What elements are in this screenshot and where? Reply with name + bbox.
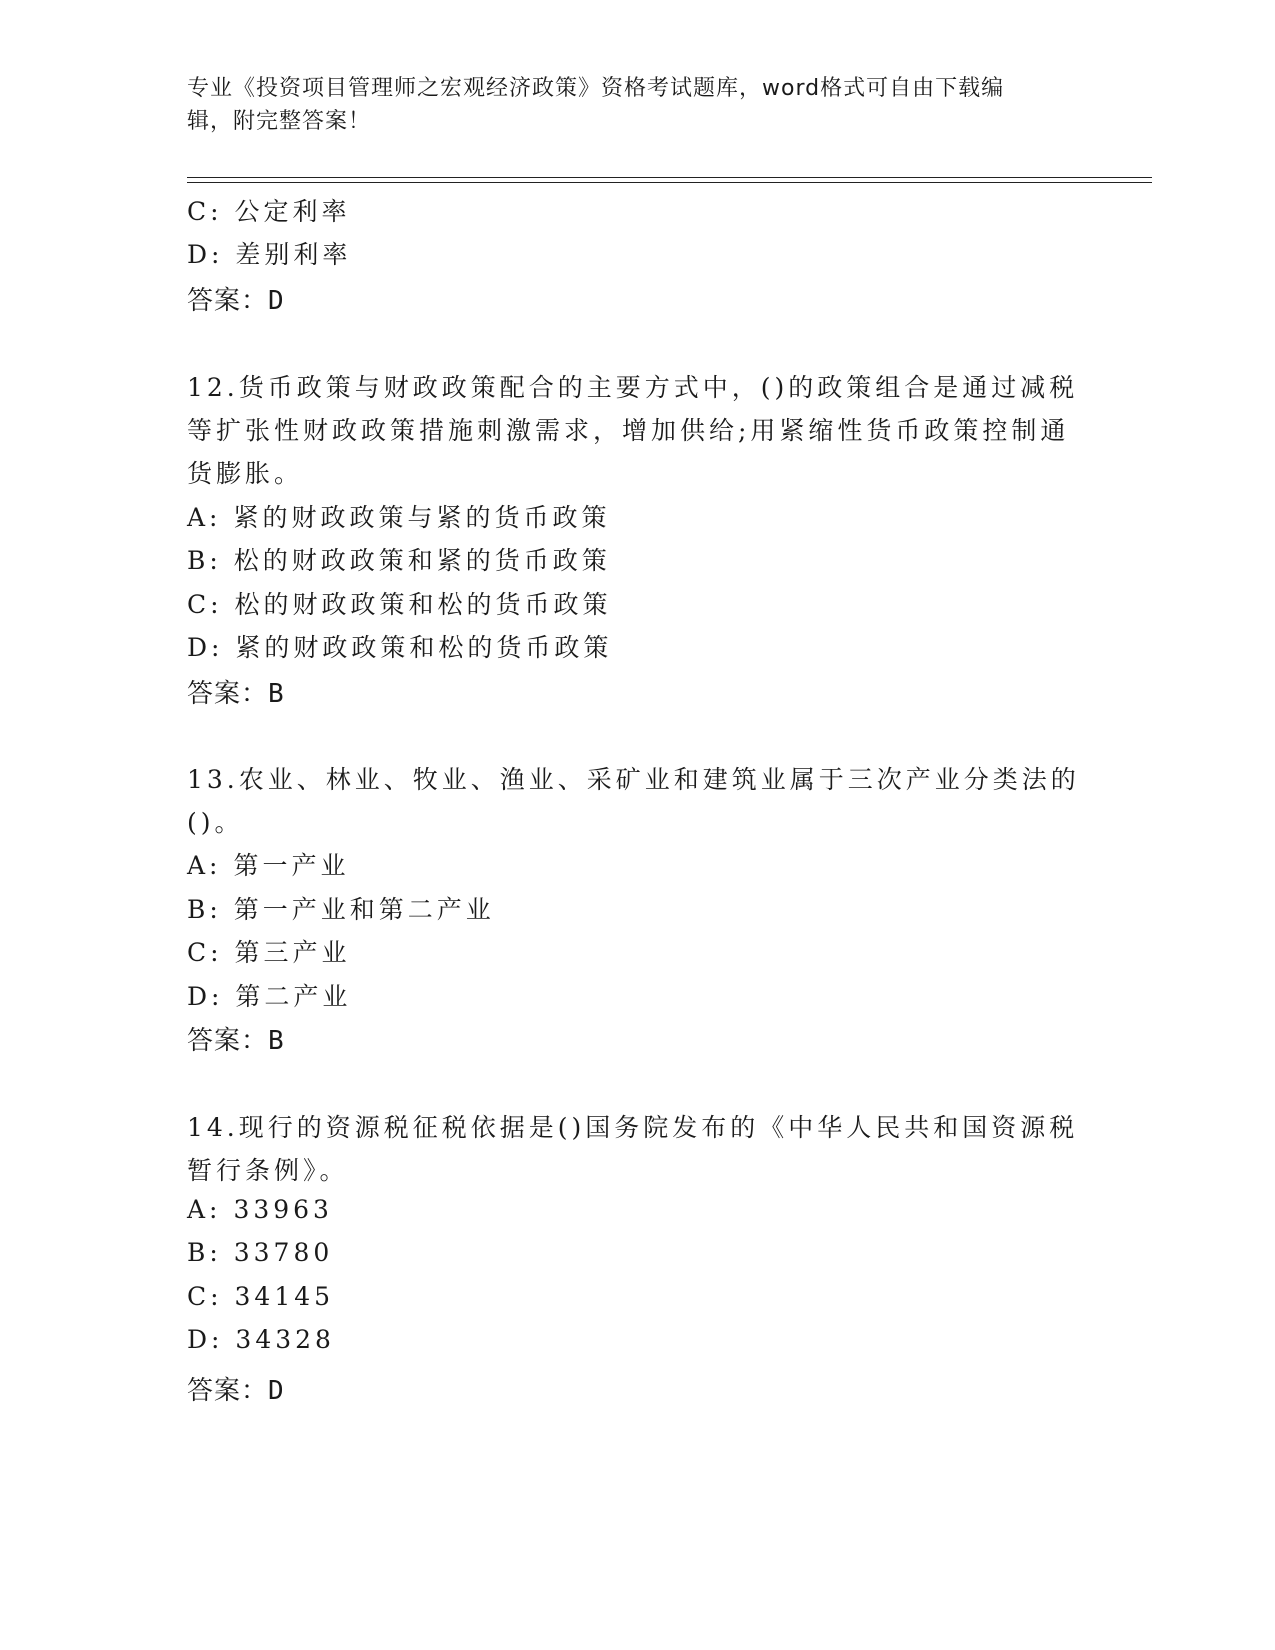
option-line (187, 1325, 335, 1354)
option-label: A: (187, 1195, 222, 1224)
option-text: 33780 (233, 1238, 334, 1267)
answer-line (187, 1020, 285, 1057)
document-header (187, 72, 1067, 138)
option-text: 33963 (233, 1195, 333, 1224)
option-text: 第一产业和第二产业 (233, 895, 495, 924)
option-text: 第一产业 (233, 851, 350, 880)
option-text: 紧的财政政策与紧的货币政策 (233, 503, 611, 532)
header-line-2: 辑，附完整答案！ (187, 109, 372, 134)
question-text-line: 12.货币政策与财政政策配合的主要方式中，()的政策组合是通过减税 (187, 373, 1079, 402)
option-text: 公定利率 (234, 197, 351, 226)
answer-line (187, 673, 285, 710)
answer-value: D (268, 1376, 285, 1406)
option-label: B: (187, 1238, 222, 1267)
answer-line (187, 1370, 285, 1407)
option-line (187, 846, 349, 882)
option-line (187, 1238, 333, 1267)
answer-label: 答案： (187, 679, 269, 709)
option-line (187, 235, 351, 271)
question-text-line: 暂行条例》。 (187, 1156, 349, 1185)
header-line-1: 专业《投资项目管理师之宏观经济政策》资格考试题库，word格式可自由下载编 (187, 76, 1005, 101)
option-label: C: (187, 1282, 223, 1311)
answer-label: 答案： (187, 286, 269, 316)
answer-value: D (268, 286, 285, 316)
option-text: 第二产业 (235, 982, 352, 1011)
answer-label: 答案： (187, 1376, 269, 1406)
option-line (187, 585, 612, 621)
option-label: C: (187, 197, 223, 226)
option-label: D: (187, 1325, 224, 1354)
option-text: 第三产业 (234, 938, 351, 967)
question-text-line: 14.现行的资源税征税依据是()国务院发布的《中华人民共和国资源税 (187, 1113, 1079, 1142)
answer-label: 答案： (187, 1026, 269, 1056)
option-line (187, 890, 495, 926)
option-label: B: (187, 895, 222, 924)
answer-value: B (268, 1026, 285, 1056)
option-label: A: (187, 851, 222, 880)
option-label: A: (187, 503, 222, 532)
option-label: D: (187, 982, 224, 1011)
question-text-line: ()。 (187, 808, 244, 837)
option-text: 34328 (235, 1325, 335, 1354)
option-line (187, 1282, 334, 1311)
option-text: 松的财政政策和松的货币政策 (234, 590, 612, 619)
option-line (187, 1195, 333, 1224)
option-text: 差别利率 (235, 240, 352, 269)
option-label: D: (187, 240, 224, 269)
option-text: 紧的财政政策和松的货币政策 (235, 633, 613, 662)
option-label: C: (187, 590, 223, 619)
question-text-line: 等扩张性财政政策措施刺激需求，增加供给;用紧缩性货币政策控制通 (187, 416, 1070, 445)
answer-value: B (268, 679, 285, 709)
option-line (187, 541, 611, 577)
header-rule-bottom (187, 182, 1152, 183)
option-text: 松的财政政策和紧的货币政策 (233, 546, 611, 575)
option-line (187, 192, 351, 228)
answer-line (187, 280, 285, 317)
option-label: B: (187, 546, 222, 575)
option-line (187, 977, 351, 1013)
option-line (187, 498, 610, 534)
option-text: 34145 (234, 1282, 335, 1311)
question-text-line: 13.农业、林业、牧业、渔业、采矿业和建筑业属于三次产业分类法的 (187, 765, 1080, 794)
option-label: C: (187, 938, 223, 967)
option-line (187, 628, 612, 664)
option-label: D: (187, 633, 224, 662)
question-text-line: 货膨胀。 (187, 459, 304, 488)
option-line (187, 933, 351, 969)
header-rule-top (187, 177, 1152, 178)
